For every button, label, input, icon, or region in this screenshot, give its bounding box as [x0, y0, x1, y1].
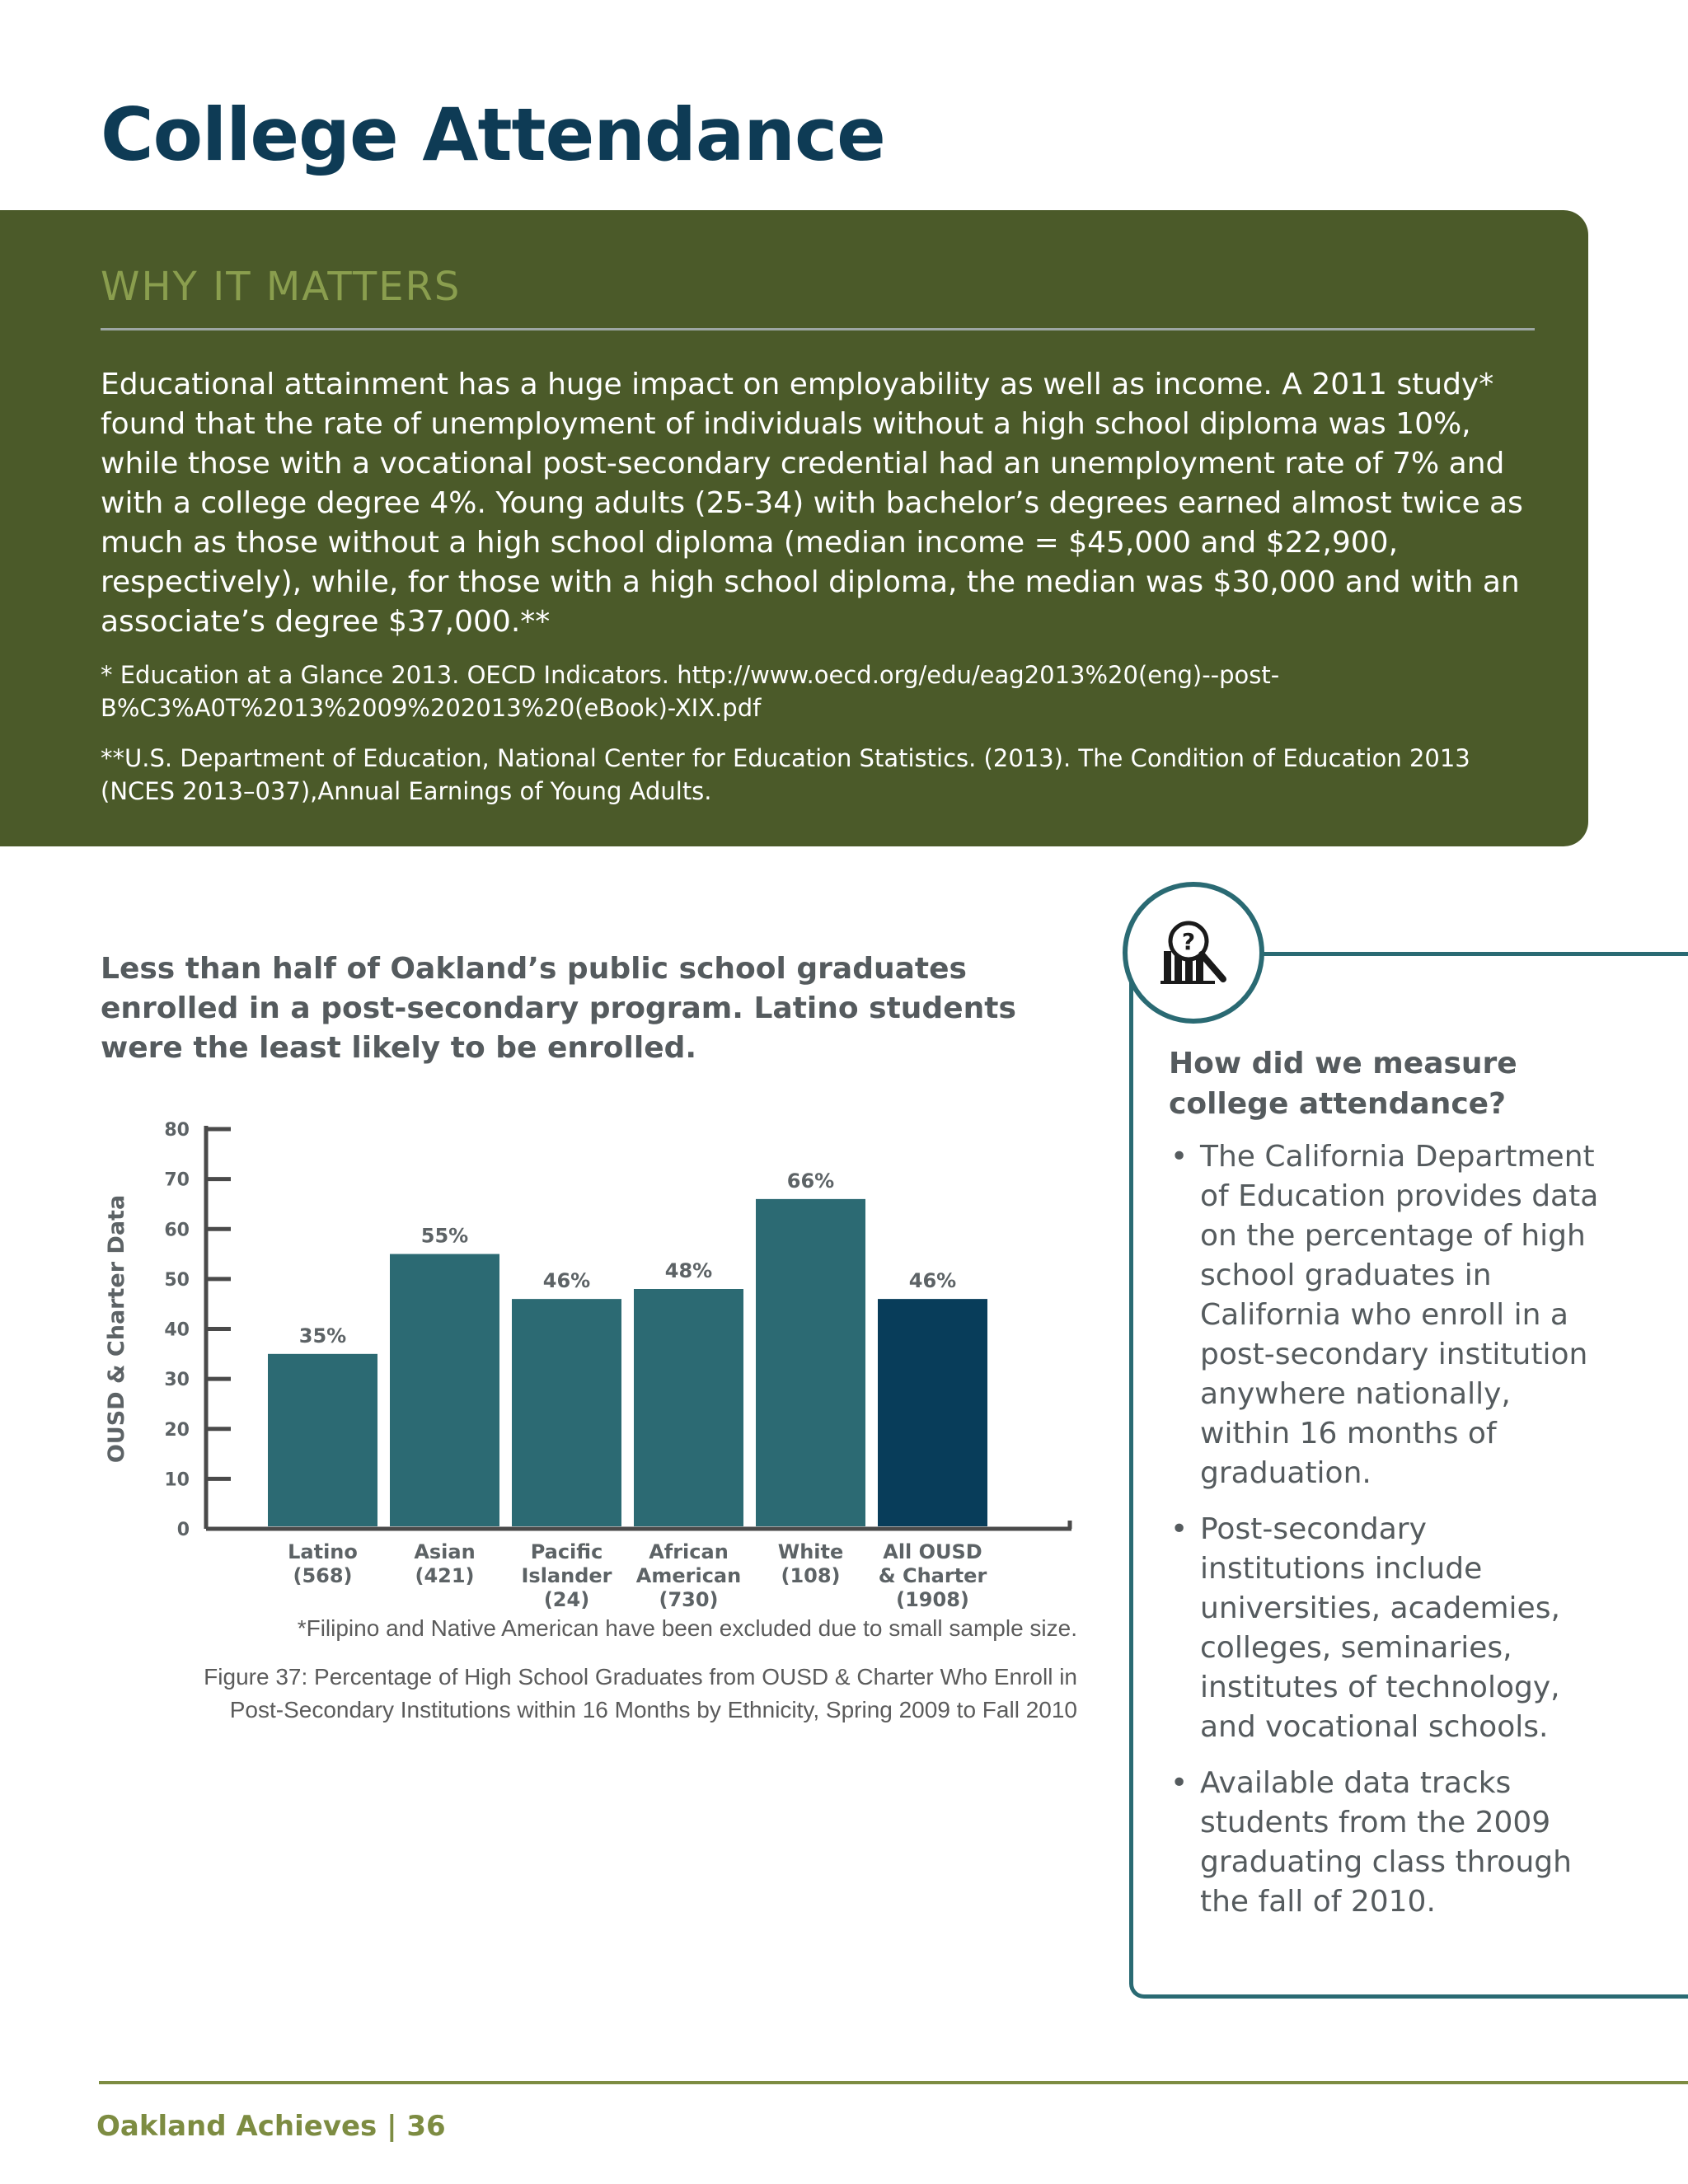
bar-value-label: 46%: [542, 1269, 591, 1293]
x-tick-label: White: [777, 1540, 844, 1563]
list-item: [1170, 1137, 1599, 1493]
bar-value-label: 35%: [298, 1324, 347, 1347]
y-tick-label: 50: [164, 1269, 190, 1291]
chart-heading: Less than half of Oakland’s public school graduates enrolled in a post-secondary program. Latino students were the least likely to be enrolled.: [101, 952, 1016, 1065]
x-tick-label: Pacific: [530, 1540, 603, 1563]
x-tick-label: & Charter: [878, 1564, 987, 1587]
bullet: •: [1170, 1512, 1189, 1546]
sidebar-list: [1170, 1137, 1599, 1938]
list-item: [1170, 1510, 1599, 1747]
bar: [268, 1354, 377, 1526]
bullet: •: [1170, 1766, 1189, 1800]
x-tick-label: (568): [293, 1564, 353, 1587]
y-tick-label: 40: [164, 1319, 190, 1341]
y-tick-label: 0: [176, 1520, 190, 1540]
y-tick-label: 20: [164, 1419, 190, 1441]
x-tick-label: (730): [659, 1588, 719, 1611]
x-tick-label: Latino: [288, 1540, 358, 1563]
footnote-nces: **U.S. Department of Education, National Center for Education Statistics. (2013). The Condition of Education 2013 (NCES 2013–037),Annual Earnings of Young Adults.: [101, 744, 1470, 805]
footer-page-number: Oakland Achieves | 36: [96, 2110, 446, 2143]
y-tick-label: 60: [164, 1220, 190, 1241]
bar-value-label: 46%: [908, 1269, 957, 1293]
sidebar-badge: [1123, 882, 1264, 1024]
magnifier-chart-icon: [1152, 912, 1235, 994]
bar-value-label: 66%: [786, 1169, 835, 1193]
figure-caption: Figure 37: Percentage of High School Graduates from OUSD & Charter Who Enroll in Post-Secondary Institutions within 16 Months by Ethnicity, Spring 2009 to Fall 2010: [204, 1664, 1077, 1722]
y-tick-label: 80: [164, 1120, 190, 1141]
bar: [512, 1299, 621, 1526]
page-title: College Attendance: [101, 92, 885, 177]
x-tick-label: (1908): [896, 1588, 969, 1611]
y-axis-label: OUSD & Charter Data: [104, 1194, 129, 1464]
bar: [634, 1289, 743, 1526]
divider: [101, 328, 1535, 330]
x-tick-label: (24): [543, 1588, 590, 1611]
list-item-text: Available data tracks students from the 2009 graduating class through the fall of 2010.: [1200, 1766, 1572, 1919]
bullet: •: [1170, 1140, 1189, 1174]
bar: [878, 1299, 987, 1526]
y-tick-label: 10: [164, 1469, 190, 1491]
list-item-text: Post-secondary institutions include universities, academies, colleges, seminaries, institutes of technology, and vocational schools.: [1200, 1512, 1560, 1744]
why-it-matters-body: Educational attainment has a huge impact on employability as well as income. A 2011 study* found that the rate of unemployment of individuals without a high school diploma was 10%, while those with a vocational post-secondary credential had an unemployment rate of 7% and with a college degree 4%. Young adults (25-34) with bachelor’s degrees earned almost twice as much as those without a high school diploma (median income = $45,000 and $22,900, respectively), while, for those with a high school diploma, the median was $30,000 and with an associate’s degree $37,000.**: [101, 368, 1523, 639]
bar-chart: [91, 1104, 1080, 1615]
bar: [390, 1254, 499, 1526]
bar: [756, 1199, 865, 1526]
footer-rule: [99, 2081, 1688, 2084]
why-it-matters-heading: WHY IT MATTERS: [101, 264, 462, 310]
svg-text:?: ?: [1181, 928, 1196, 955]
y-tick-label: 30: [164, 1370, 190, 1391]
x-tick-label: (108): [781, 1564, 841, 1587]
sidebar-heading: How did we measure college attendance?: [1169, 1047, 1517, 1121]
bar-value-label: 55%: [420, 1224, 469, 1248]
bar-chart-container: [91, 1104, 1080, 1619]
chart-note: *Filipino and Native American have been excluded due to small sample size.: [297, 1615, 1077, 1641]
list-item: [1170, 1764, 1599, 1922]
x-tick-label: (421): [415, 1564, 475, 1587]
x-tick-label: Asian: [414, 1540, 476, 1563]
why-it-matters-panel: [0, 210, 1588, 846]
bar-value-label: 48%: [664, 1259, 713, 1282]
x-tick-label: African: [649, 1540, 729, 1563]
x-tick-label: All OUSD: [883, 1540, 982, 1563]
y-tick-label: 70: [164, 1169, 190, 1191]
list-item-text: The California Department of Education provides data on the percentage of high school graduates in California who enroll in a post-secondary institution anywhere nationally, within 16 months of graduation.: [1200, 1140, 1599, 1490]
footnote-oecd: * Education at a Glance 2013. OECD Indicators. http://www.oecd.org/edu/eag2013%20(eng)--post-B%C3%A0T%2013%2009%202013%20(eBook)-XIX.pdf: [101, 661, 1280, 722]
x-tick-label: Islander: [521, 1564, 612, 1587]
x-tick-label: American: [635, 1564, 742, 1587]
